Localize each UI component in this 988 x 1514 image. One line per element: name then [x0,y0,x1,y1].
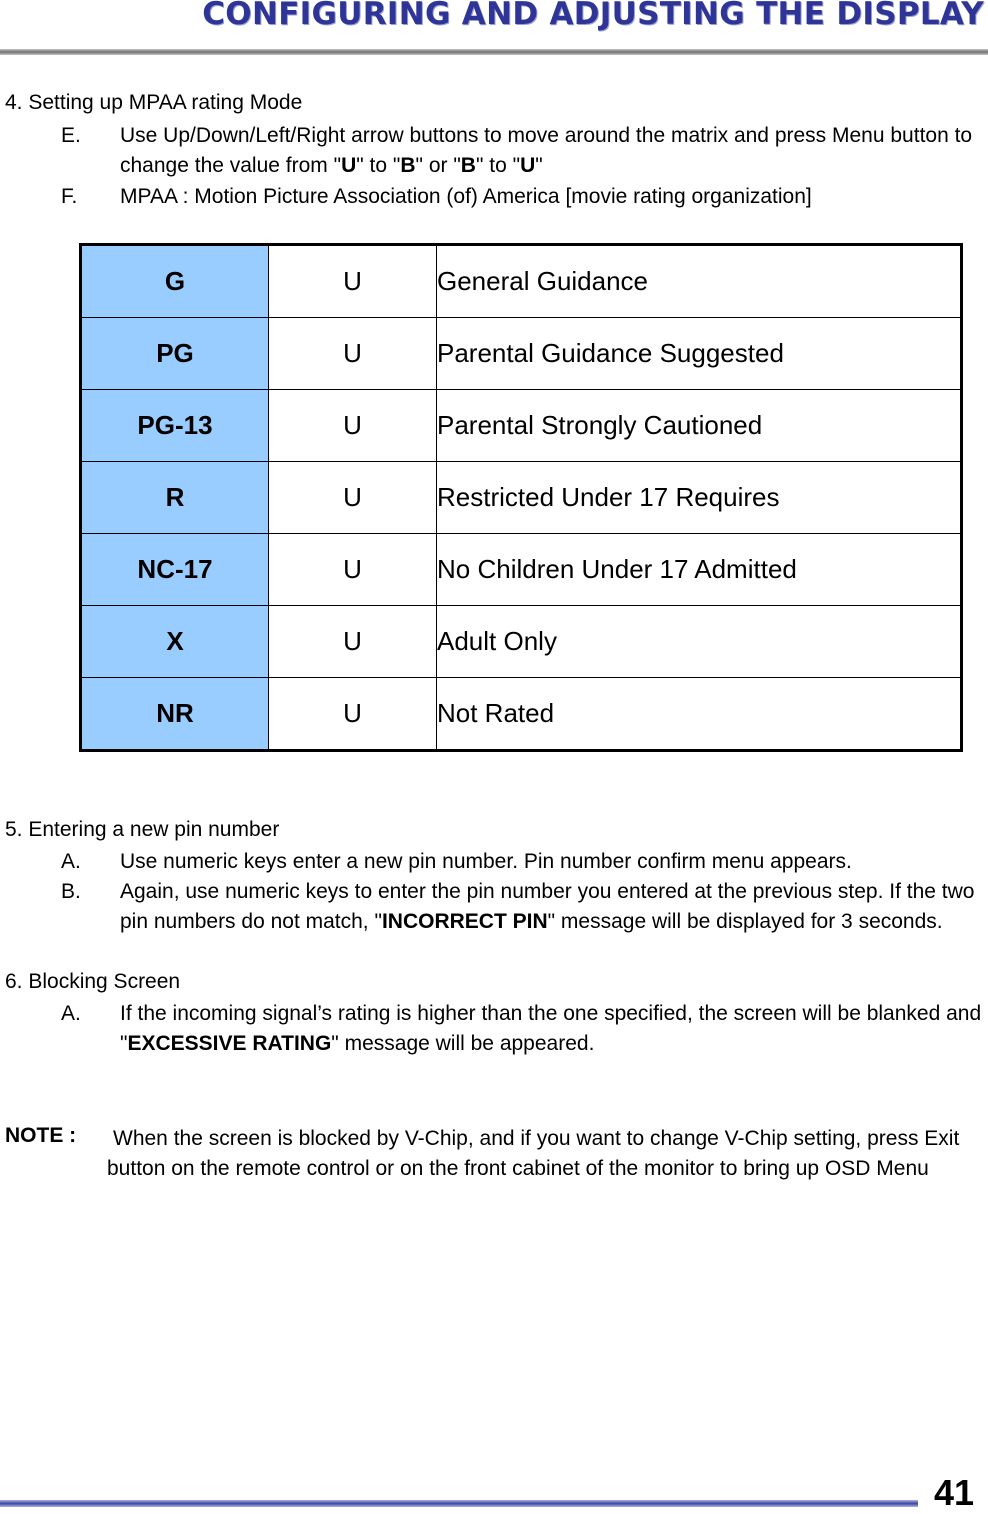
rating-description: Not Rated [437,678,962,751]
page-number: 41 [933,1472,974,1513]
item-letter: E. [61,124,81,147]
section-6-title: 6. Blocking Screen [5,970,181,993]
header-divider [0,49,988,55]
rating-description: Parental Strongly Cautioned [437,390,962,462]
page-header-title: CONFIGURING AND ADJUSTING THE DISPLAY [202,0,984,32]
item-text: MPAA : Motion Picture Association (of) America [movie rating organization] [120,185,812,208]
item-text: Again, use numeric keys to enter the pin number you entered at the previous step. If the two pin numbers do not match, "INCORRECT PIN" message will be displayed for 3 seconds. [120,880,975,933]
table-row[interactable] [81,534,962,606]
rating-value[interactable]: U [269,245,437,318]
table-row[interactable] [81,390,962,462]
rating-code: X [81,606,269,678]
table-row[interactable] [81,318,962,390]
section-4-item-f [61,182,986,212]
section-5-item-a [61,847,986,877]
mpaa-ratings-table [79,243,963,752]
incorrect-pin-message: INCORRECT PIN [381,910,548,933]
excessive-rating-message: EXCESSIVE RATING [127,1032,332,1055]
rating-description: Parental Guidance Suggested [437,318,962,390]
item-text: Use numeric keys enter a new pin number. Pin number confirm menu appears. [120,850,852,873]
note-text: When the screen is blocked by V-Chip, and if you want to change V-Chip setting, press Exit button on the remote control or on the front cabinet of the monitor to bring up OSD Menu [107,1127,960,1180]
note-label: NOTE : [5,1124,77,1147]
rating-code: G [81,245,269,318]
rating-description: General Guidance [437,245,962,318]
footer-divider [0,1500,918,1507]
item-letter: F. [61,185,78,208]
item-letter: B. [61,880,81,903]
item-letter: A. [61,850,81,873]
rating-description: Adult Only [437,606,962,678]
rating-value[interactable]: U [269,390,437,462]
section-4-title: 4. Setting up MPAA rating Mode [5,91,303,114]
rating-code: PG-13 [81,390,269,462]
rating-description: No Children Under 17 Admitted [437,534,962,606]
item-text: Use Up/Down/Left/Right arrow buttons to move around the matrix and press Menu button to change the value from "U" to "B" or "B" to "U" [120,124,973,177]
table-row[interactable] [81,606,962,678]
section-4-item-e [61,121,986,181]
section-5-title: 5. Entering a new pin number [5,818,280,841]
rating-code: NC-17 [81,534,269,606]
rating-code: NR [81,678,269,751]
rating-description: Restricted Under 17 Requires [437,462,962,534]
section-6-item-a [61,999,986,1059]
table-row[interactable] [81,245,962,318]
table-row[interactable] [81,678,962,751]
section-5-item-b [61,877,986,937]
rating-value[interactable]: U [269,318,437,390]
rating-code: PG [81,318,269,390]
table-row[interactable] [81,462,962,534]
rating-value[interactable]: U [269,534,437,606]
rating-value[interactable]: U [269,462,437,534]
rating-value[interactable]: U [269,678,437,751]
rating-value[interactable]: U [269,606,437,678]
item-letter: A. [61,1002,81,1025]
rating-code: R [81,462,269,534]
item-text: If the incoming signal’s rating is higher than the one specified, the screen will be blanked and "EXCESSIVE RATING" message will be appeared. [120,1002,982,1055]
